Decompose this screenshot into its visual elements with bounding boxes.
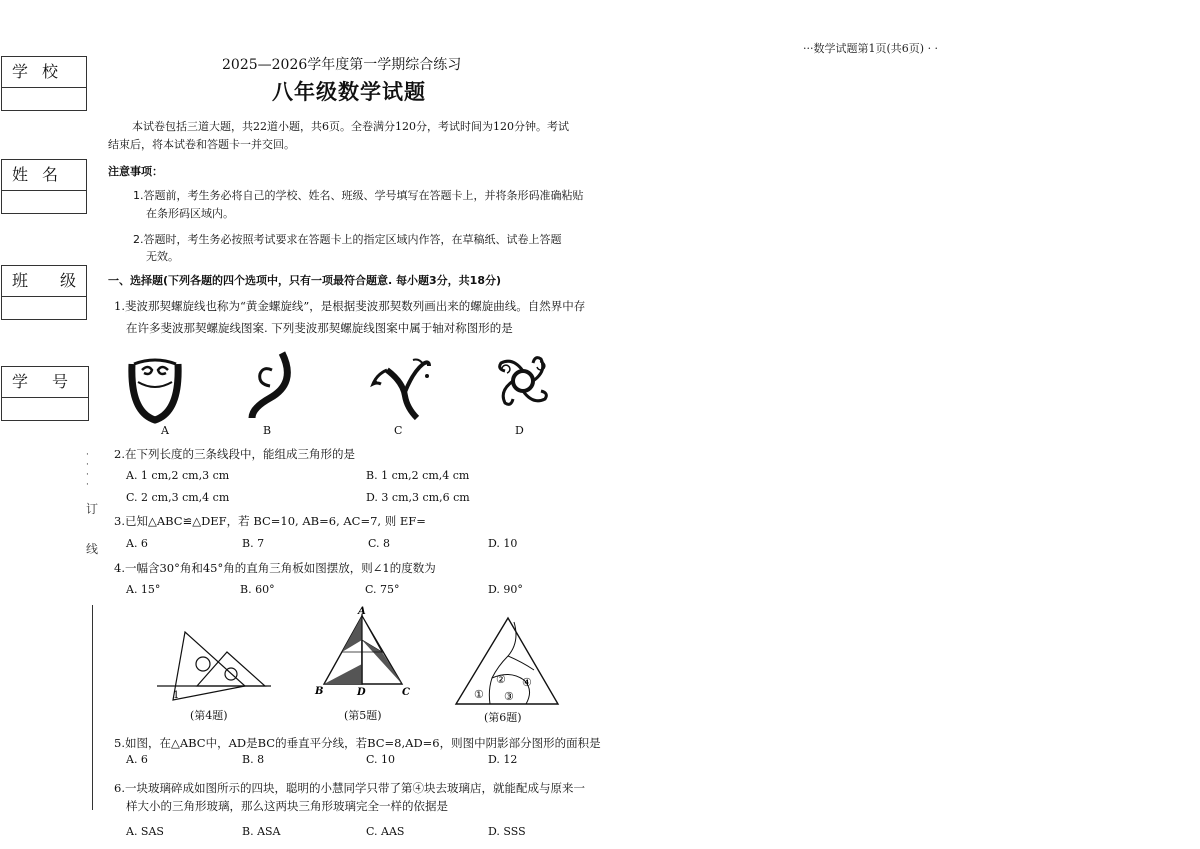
figure-q6-caption: (第6题) bbox=[484, 711, 522, 724]
figure-q4 bbox=[155, 610, 275, 705]
intro-line-2: 结束后，将本试卷和答题卡一并交回。 bbox=[108, 138, 295, 151]
note-1-line-1: 1.答题前，考生务必将自己的学校、姓名、班级、学号填写在答题卡上，并将条形码准确粘贴 bbox=[133, 189, 584, 202]
q1-figure-b bbox=[242, 348, 297, 423]
binding-dots: · · · · bbox=[86, 450, 89, 490]
exam-subtitle: 2025—2026学年度第一学期综合练习 bbox=[222, 57, 462, 73]
figure-q6-piece-4: ④ bbox=[522, 676, 532, 689]
note-2-line-2: 无效。 bbox=[146, 250, 179, 263]
figure-q5-label-b: B bbox=[315, 686, 324, 697]
q6-line-2: 样大小的三角形玻璃，那么这两块三角形玻璃完全一样的依据是 bbox=[126, 799, 448, 813]
name-label: 姓名 bbox=[2, 160, 86, 191]
student-id-label: 学号 bbox=[2, 367, 88, 398]
page-number-note: ···数学试题第1页(共6页) · · bbox=[803, 42, 939, 55]
q4-option-a[interactable]: A. 15° bbox=[126, 583, 161, 596]
q5-option-b[interactable]: B. 8 bbox=[242, 753, 265, 766]
binding-char-xian: 线 bbox=[86, 542, 99, 556]
q1-option-c[interactable]: C bbox=[394, 424, 403, 437]
q4-stem: 4.一幅含30°角和45°角的直角三角板如图摆放，则∠1的度数为 bbox=[114, 561, 436, 575]
section-1-heading: 一、选择题(下列各题的四个选项中，只有一项最符合题意. 每小题3分，共18分) bbox=[108, 274, 502, 287]
q6-option-a[interactable]: A. SAS bbox=[126, 825, 164, 838]
q1-figure-d bbox=[492, 350, 554, 412]
q5-stem: 5.如图，在△ABC中，AD是BC的垂直平分线，若BC=8,AD=6，则图中阴影部分图形的面积是 bbox=[114, 736, 601, 750]
q1-figure-a bbox=[120, 352, 190, 427]
q4-option-d[interactable]: D. 90° bbox=[488, 583, 523, 596]
q1-line-2: 在许多斐波那契螺旋线图案. 下列斐波那契螺旋线图案中属于轴对称图形的是 bbox=[126, 321, 513, 335]
figure-q5 bbox=[312, 606, 412, 700]
figure-q6 bbox=[452, 612, 562, 708]
q2-option-c[interactable]: C. 2 cm,3 cm,4 cm bbox=[126, 491, 230, 504]
q5-option-c[interactable]: C. 10 bbox=[366, 753, 396, 766]
q5-option-d[interactable]: D. 12 bbox=[488, 753, 518, 766]
class-label: 班级 bbox=[2, 266, 86, 297]
q2-option-d[interactable]: D. 3 cm,3 cm,6 cm bbox=[366, 491, 470, 504]
q6-option-b[interactable]: B. ASA bbox=[242, 825, 281, 838]
q1-figure-c bbox=[365, 352, 435, 422]
figure-q6-piece-3: ③ bbox=[504, 690, 514, 703]
q3-stem: 3.已知△ABC≌△DEF，若 BC=10, AB=6, AC=7, 则 EF= bbox=[114, 514, 426, 528]
q2-option-a[interactable]: A. 1 cm,2 cm,3 cm bbox=[126, 469, 230, 482]
q6-option-c[interactable]: C. AAS bbox=[366, 825, 405, 838]
q1-option-a[interactable]: A bbox=[161, 424, 169, 437]
q6-option-d[interactable]: D. SSS bbox=[488, 825, 526, 838]
school-input[interactable] bbox=[2, 88, 86, 110]
q5-option-a[interactable]: A. 6 bbox=[126, 753, 148, 766]
class-field[interactable] bbox=[1, 265, 109, 320]
school-field[interactable] bbox=[1, 56, 87, 111]
q4-option-c[interactable]: C. 75° bbox=[365, 583, 400, 596]
binding-line bbox=[92, 605, 93, 810]
student-id-field[interactable] bbox=[1, 366, 93, 421]
figure-q5-label-a: A bbox=[358, 606, 366, 617]
school-label: 学校 bbox=[2, 57, 86, 88]
notes-title: 注意事项： bbox=[108, 165, 163, 178]
exam-title: 八年级数学试题 bbox=[272, 79, 426, 104]
q2-option-b[interactable]: B. 1 cm,2 cm,4 cm bbox=[366, 469, 470, 482]
q1-line-1: 1.斐波那契螺旋线也称为“黄金螺旋线”，是根据斐波那契数列画出来的螺旋曲线。自然界中存 bbox=[114, 299, 586, 313]
q1-option-d[interactable]: D bbox=[515, 424, 524, 437]
figure-q5-caption: (第5题) bbox=[344, 709, 382, 722]
binding-char-ding: 订 bbox=[86, 502, 99, 516]
figure-q6-piece-1: ① bbox=[474, 688, 484, 701]
q4-option-b[interactable]: B. 60° bbox=[240, 583, 275, 596]
q1-option-b[interactable]: B bbox=[263, 424, 272, 437]
figure-q4-caption: (第4题) bbox=[190, 709, 228, 722]
note-1-line-2: 在条形码区域内。 bbox=[146, 207, 234, 220]
figure-q5-label-d: D bbox=[357, 687, 366, 698]
q3-option-d[interactable]: D. 10 bbox=[488, 537, 518, 550]
q3-option-a[interactable]: A. 6 bbox=[126, 537, 148, 550]
q6-line-1: 6.一块玻璃碎成如图所示的四块，聪明的小慧同学只带了第④块去玻璃店，就能配成与原来一 bbox=[114, 781, 585, 795]
note-2-line-1: 2.答题时，考生务必按照考试要求在答题卡上的指定区域内作答，在草稿纸、试卷上答题 bbox=[133, 233, 562, 246]
figure-q4-angle-label: 1 bbox=[173, 690, 180, 701]
name-field[interactable] bbox=[1, 159, 87, 214]
class-input[interactable] bbox=[2, 297, 86, 319]
figure-q6-piece-2: ② bbox=[496, 673, 506, 686]
name-input[interactable] bbox=[2, 191, 86, 213]
q3-option-c[interactable]: C. 8 bbox=[368, 537, 391, 550]
q3-option-b[interactable]: B. 7 bbox=[242, 537, 265, 550]
q2-stem: 2.在下列长度的三条线段中，能组成三角形的是 bbox=[114, 447, 355, 461]
student-id-input[interactable] bbox=[2, 398, 88, 420]
intro-line-1: 本试卷包括三道大题，共22道小题，共6页。全卷满分120分，考试时间为120分钟。考试 bbox=[132, 120, 569, 133]
figure-q5-label-c: C bbox=[402, 687, 410, 698]
